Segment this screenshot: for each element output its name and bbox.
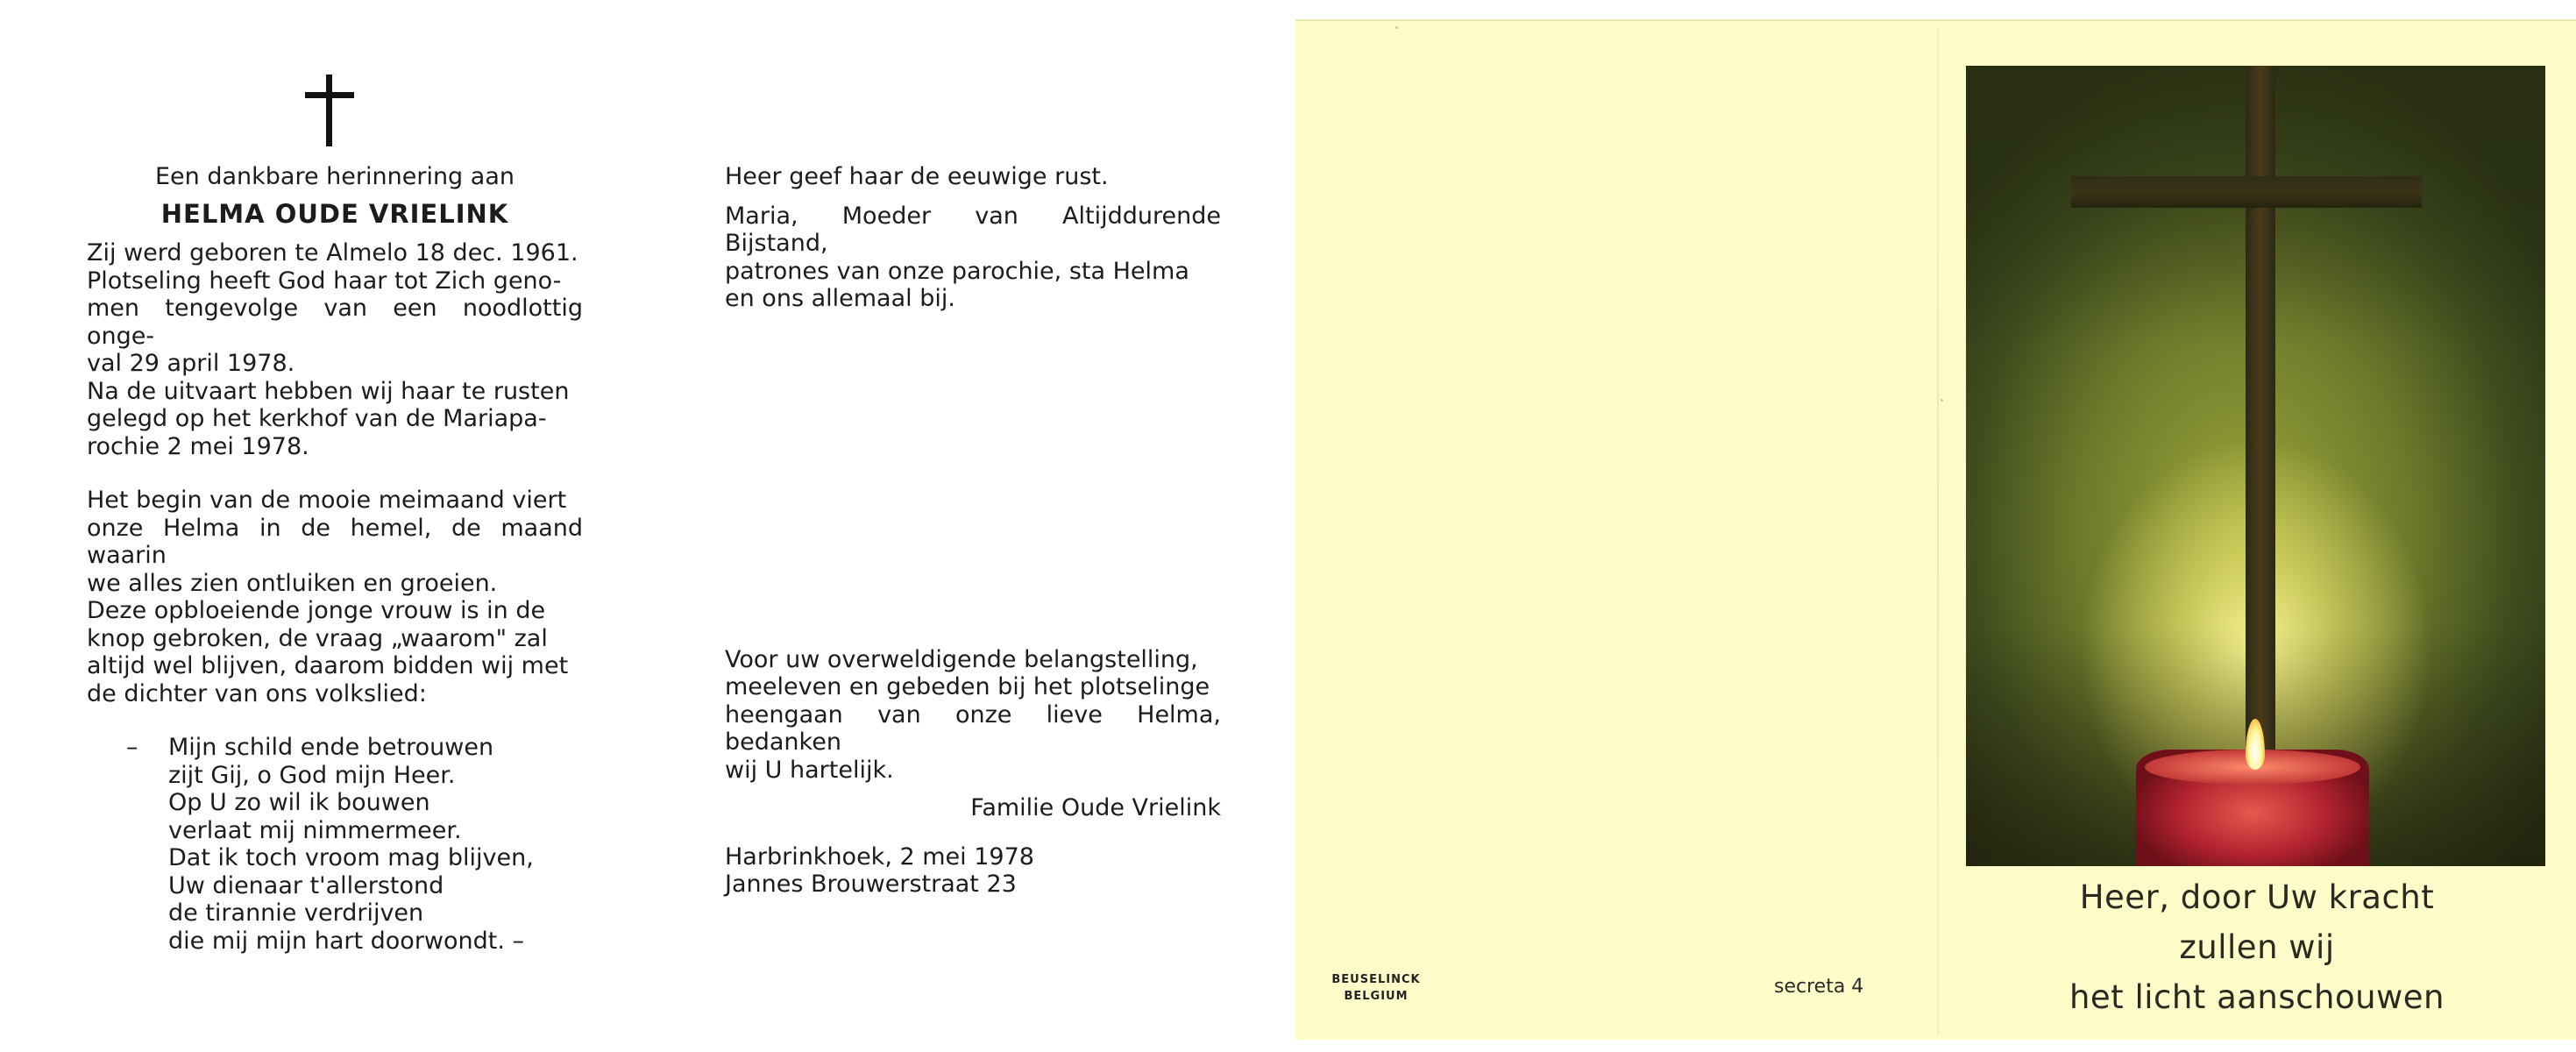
prayer-rest: Heer geef haar de eeuwige rust. [725, 163, 1109, 190]
text-line: men tengevolge van een noodlottig onge- [87, 295, 583, 350]
publisher-imprint [1319, 971, 1433, 1005]
text-line: meeleven en gebeden bij het plotselinge [725, 673, 1210, 700]
text-line: val 29 april 1978. [87, 350, 295, 377]
intro-text: Een dankbare herinnering aan [155, 163, 514, 190]
text-line: patrones van onze parochie, sta Helma [725, 257, 1189, 285]
photo-cross-beam [2071, 176, 2422, 208]
text-line: Plotseling heeft God haar tot Zich geno- [87, 267, 562, 295]
caption-line: zullen wij [2179, 928, 2335, 966]
paper-speck [1395, 26, 1398, 29]
caption-line: Heer, door Uw kracht [2079, 878, 2435, 916]
inside-left-column [87, 163, 583, 955]
thanks-paragraph [725, 646, 1221, 785]
text-line: rochie 2 mei 1978. [87, 432, 309, 460]
verse-line: Dat ik toch vroom mag blijven, [168, 844, 534, 871]
verse-line: Uw dienaar t'allerstond [168, 871, 444, 899]
verse-line: Op U zo wil ik bouwen [168, 789, 430, 816]
text-line: knop gebroken, de vraag „waarom" zal [87, 624, 548, 652]
verse-line: verlaat mij nimmermeer. [168, 816, 462, 844]
verse-line: die mij mijn hart doorwondt. – [168, 927, 525, 955]
fold-line [1937, 26, 1939, 1034]
publisher-country: BELGIUM [1344, 990, 1409, 1003]
anthem-verse [126, 734, 583, 955]
series-label: secreta 4 [1774, 976, 1864, 998]
cross-candle-photo [1966, 66, 2545, 866]
caption-line: het licht aanschouwen [2069, 978, 2445, 1016]
publisher-name: BEUSELINCK [1331, 973, 1421, 986]
text-line: gelegd op het kerkhof van de Mariapa- [87, 405, 547, 432]
address: Jannes Brouwerstraat 23 [725, 871, 1017, 898]
family-signature: Familie Oude Vrielink [970, 794, 1221, 821]
paper-speck [1941, 399, 1943, 402]
cross-icon [305, 75, 354, 146]
verse-dash: – [126, 734, 138, 761]
deceased-name: HELMA OUDE VRIELINK [160, 198, 509, 229]
text-line: Maria, Moeder van Altijddurende Bijstand, [725, 202, 1221, 257]
verse-line: de tirannie verdrijven [168, 899, 424, 927]
photo-cross-upright [2246, 66, 2275, 785]
verse-line: Mijn schild ende betrouwen [168, 734, 494, 761]
reflection-paragraph [87, 487, 583, 707]
text-line: en ons allemaal bij. [725, 285, 955, 312]
text-line: heengaan van onze lieve Helma, bedanken [725, 700, 1221, 756]
inside-right-column [725, 163, 1221, 899]
text-line: Deze opbloeiende jonge vrouw is in de [87, 597, 546, 624]
text-line: we alles zien ontluiken en groeien. [87, 569, 498, 597]
place-date: Harbrinkhoek, 2 mei 1978 [725, 842, 1034, 871]
prayer-maria [725, 203, 1221, 313]
text-line: Voor uw overweldigende belangstelling, [725, 645, 1198, 673]
text-line: Het begin van de mooie meimaand viert [87, 487, 567, 514]
text-line: wij U hartelijk. [725, 756, 894, 784]
photo-caption [2007, 872, 2507, 1022]
text-line: Na de uitvaart hebben wij haar te rusten [87, 377, 570, 405]
text-line: de dichter van ons volkslied: [87, 679, 427, 707]
biography-paragraph [87, 239, 583, 460]
text-line: onze Helma in de hemel, de maand waarin [87, 514, 583, 569]
text-line: altijd wel blijven, daarom bidden wij met [87, 652, 569, 679]
verse-line: zijt Gij, o God mijn Heer. [168, 761, 456, 789]
text-line: Zij werd geboren te Almelo 18 dec. 1961. [87, 239, 578, 267]
